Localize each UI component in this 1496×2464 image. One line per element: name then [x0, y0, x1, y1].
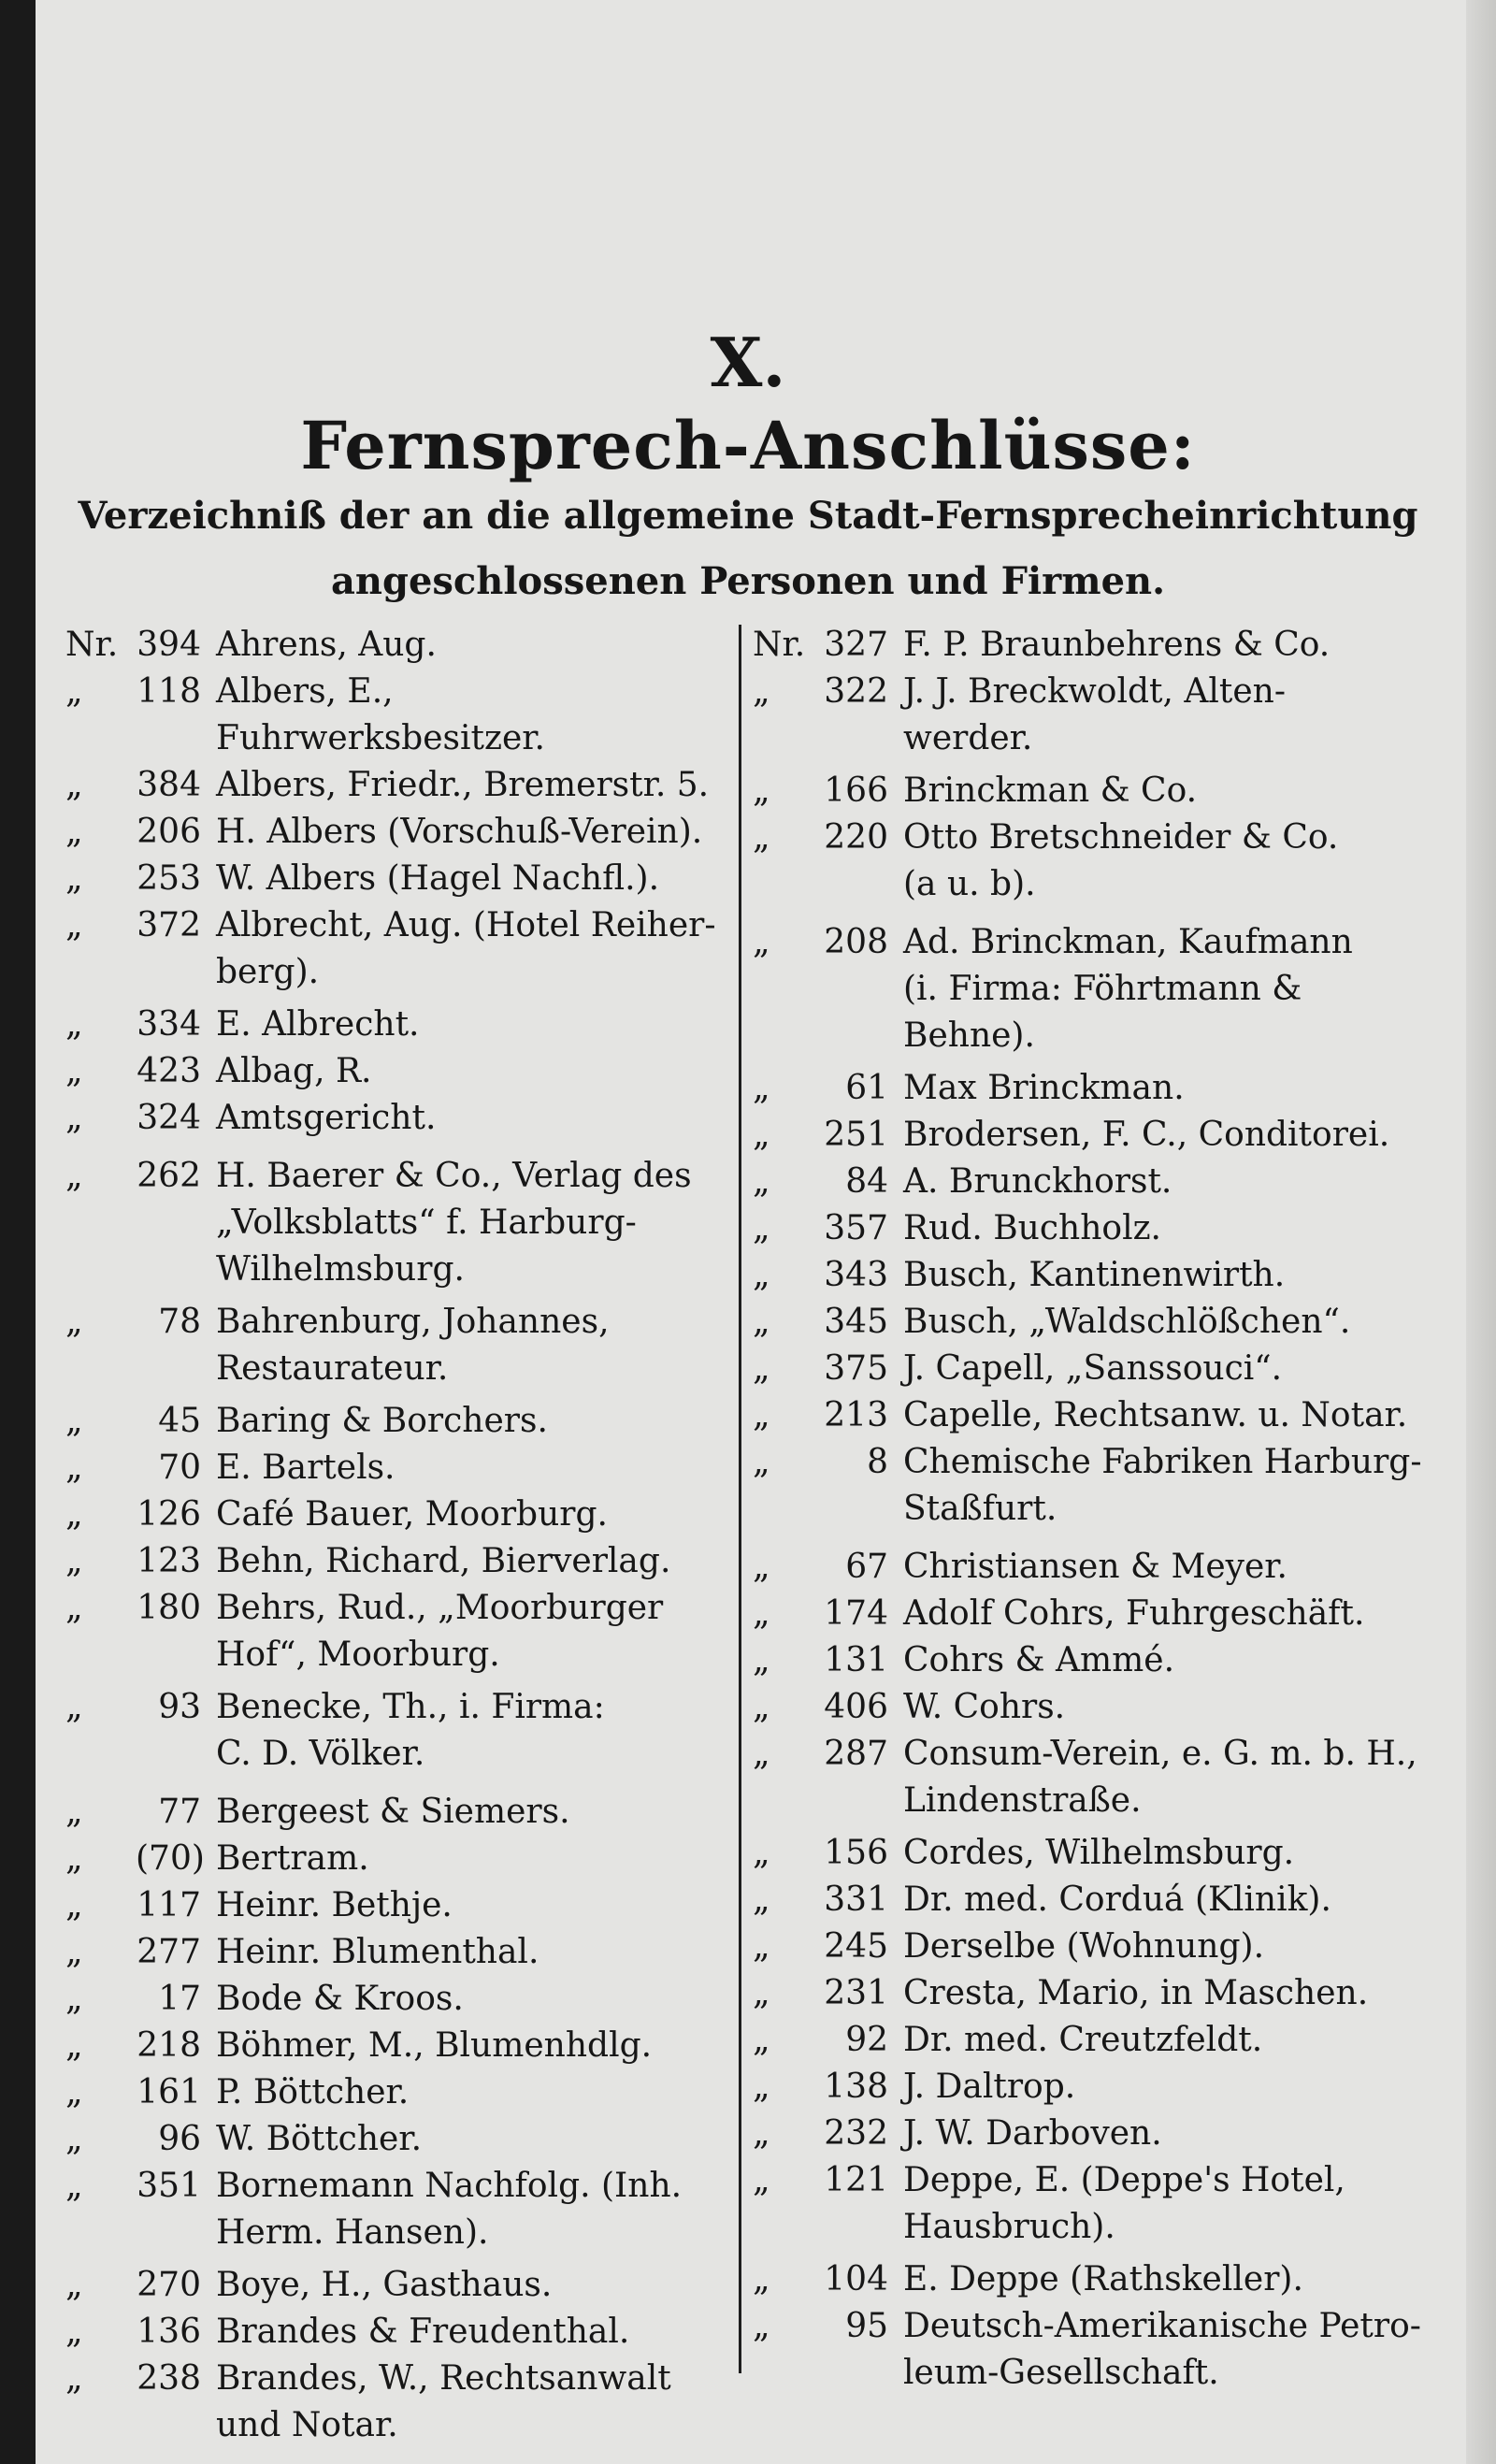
list-item — [65, 1491, 720, 1538]
subscriber-name: Capelle, Rechtsanw. u. Notar. — [903, 1396, 1408, 1434]
entry-prefix: „ — [65, 1793, 83, 1831]
list-item — [753, 1439, 1445, 1486]
list-item — [65, 2262, 720, 2309]
phone-number: 213 — [824, 1396, 888, 1434]
entry-prefix: „ — [65, 859, 83, 898]
subscriber-name: Dr. med. Corduá (Klinik). — [903, 1880, 1331, 1919]
entry-prefix: „ — [65, 1542, 83, 1580]
phone-number: 95 — [845, 2307, 888, 2345]
entry-continuation: C. D. Völker. — [216, 1735, 425, 1773]
list-item — [753, 1830, 1445, 1877]
entry-prefix: „ — [753, 1974, 770, 2012]
entry-continuation: Herm. Hansen). — [216, 2213, 489, 2252]
phone-number: 136 — [137, 2313, 201, 2351]
subscriber-name: Bahrenburg, Johannes, — [216, 1303, 610, 1341]
column-divider — [739, 625, 741, 2373]
subscriber-name: H. Baerer & Co., Verlag des — [216, 1157, 692, 1195]
phone-number: 67 — [845, 1548, 888, 1586]
left-column — [65, 622, 720, 2449]
phone-number: 351 — [137, 2167, 201, 2205]
entry-prefix: „ — [65, 2073, 83, 2111]
entry-continuation: berg). — [216, 953, 320, 991]
subscriber-name: J. Daltrop. — [903, 2068, 1076, 2106]
subscriber-name: Dr. med. Creutzfeldt. — [903, 2021, 1263, 2059]
subscriber-name: Brinckman & Co. — [903, 771, 1198, 810]
right-column — [753, 622, 1445, 2397]
entry-continuation: Restaurateur. — [216, 1349, 449, 1388]
subtitle-line-1: Verzeichniß der an die allgemeine Stadt-Fernsprecheinrichtung — [78, 494, 1418, 538]
subscriber-name: Bornemann Nachfolg. (Inh. — [216, 2167, 683, 2205]
entry-prefix: „ — [753, 1116, 770, 1154]
entry-prefix: „ — [753, 2068, 770, 2106]
subscriber-name: Albers, E., Fuhrwerksbesitzer. — [216, 672, 545, 757]
subscriber-name: Bode & Kroos. — [216, 1980, 464, 2018]
subscriber-name: Boye, H., Gasthaus. — [216, 2266, 553, 2304]
list-item — [753, 1392, 1445, 1439]
phone-number: 287 — [824, 1735, 888, 1773]
entry-prefix: „ — [753, 2161, 770, 2199]
phone-number: 61 — [845, 1069, 888, 1107]
list-item — [753, 2303, 1445, 2350]
entry-continuation: Wilhelmsburg. — [216, 1250, 465, 1289]
list-item — [753, 1112, 1445, 1159]
subscriber-name: Busch, Kantinenwirth. — [903, 1256, 1286, 1294]
subscriber-name: Max Brinckman. — [903, 1069, 1185, 1107]
subscriber-name: A. Brunckhorst. — [903, 1162, 1172, 1201]
entry-prefix: „ — [753, 1641, 770, 1679]
entry-prefix: „ — [65, 1980, 83, 2018]
subscriber-name: Böhmer, M., Blumenhdlg. — [216, 2026, 653, 2065]
list-item — [753, 1299, 1445, 1346]
phone-number: 238 — [137, 2359, 201, 2398]
list-item — [753, 1924, 1445, 1970]
subscriber-name: Albrecht, Aug. (Hotel Reiher- — [216, 906, 716, 944]
subscriber-name: Otto Bretschneider & Co. — [903, 818, 1339, 857]
entry-prefix: „ — [753, 1396, 770, 1434]
entry-prefix: „ — [65, 1005, 83, 1044]
entry-prefix: „ — [65, 1099, 83, 1137]
phone-number: 45 — [158, 1402, 201, 1440]
list-item — [65, 1585, 720, 1632]
entry-prefix: „ — [65, 1448, 83, 1487]
entry-prefix: „ — [753, 2114, 770, 2153]
subscriber-name: Brandes & Freudenthal. — [216, 2313, 630, 2351]
subscriber-name: J. J. Breckwoldt, Alten- — [903, 672, 1287, 711]
list-item — [753, 919, 1445, 966]
subscriber-name: J. Capell, „Sanssouci“. — [903, 1349, 1283, 1388]
phone-number: 84 — [845, 1162, 888, 1201]
subscriber-name: Christiansen & Meyer. — [903, 1548, 1287, 1586]
entry-prefix: „ — [753, 1880, 770, 1919]
list-item — [65, 2116, 720, 2163]
list-item — [753, 2256, 1445, 2303]
list-item — [753, 1684, 1445, 1731]
subscriber-name: Bertram. — [216, 1839, 369, 1878]
phone-number: 343 — [824, 1256, 888, 1294]
entry-continuation: Hausbruch). — [903, 2208, 1115, 2246]
entry-prefix: „ — [65, 672, 83, 711]
list-item — [65, 1299, 720, 1346]
list-item — [65, 622, 720, 669]
entry-prefix: Nr. — [753, 626, 806, 664]
phone-number: 251 — [824, 1116, 888, 1154]
entry-prefix: „ — [753, 923, 770, 961]
phone-number: 334 — [137, 1005, 201, 1044]
phone-number: 270 — [137, 2266, 201, 2304]
list-item — [65, 1976, 720, 2023]
entry-continuation: Lindenstraße. — [903, 1781, 1142, 1820]
list-item — [753, 1159, 1445, 1205]
entry-prefix: „ — [753, 771, 770, 810]
entry-prefix: „ — [65, 1052, 83, 1090]
subscriber-name: Rud. Buchholz. — [903, 1209, 1161, 1247]
subscriber-name: Brodersen, F. C., Conditorei. — [903, 1116, 1390, 1154]
list-item — [753, 1731, 1445, 1778]
phone-number: 8 — [867, 1443, 888, 1481]
phone-number: 166 — [824, 771, 888, 810]
entry-prefix: „ — [65, 766, 83, 804]
entry-prefix: „ — [753, 1349, 770, 1388]
subscriber-name: W. Böttcher. — [216, 2120, 423, 2158]
subscriber-name: F. P. Braunbehrens & Co. — [903, 626, 1331, 664]
entry-prefix: „ — [65, 1402, 83, 1440]
list-item — [65, 902, 720, 949]
phone-number: 126 — [137, 1495, 201, 1534]
phone-number: 423 — [137, 1052, 201, 1090]
phone-number: 121 — [824, 2161, 888, 2199]
subscriber-name: Cordes, Wilhelmsburg. — [903, 1834, 1295, 1872]
subscriber-name: Brandes, W., Rechtsanwalt — [216, 2359, 671, 2398]
list-item — [65, 1684, 720, 1731]
entry-prefix: „ — [65, 1495, 83, 1534]
list-item — [65, 809, 720, 856]
entry-prefix: „ — [65, 1933, 83, 1971]
entry-continuation: Hof“, Moorburg. — [216, 1635, 500, 1674]
list-item — [65, 1398, 720, 1445]
phone-number: 131 — [824, 1641, 888, 1679]
subscriber-name: Derselbe (Wohnung). — [903, 1927, 1265, 1966]
entry-prefix: „ — [753, 2307, 770, 2345]
entry-continuation: (i. Firma: Föhrtmann & — [903, 970, 1302, 1008]
list-item — [753, 622, 1445, 669]
subscriber-name: Heinr. Blumenthal. — [216, 1933, 539, 1971]
list-item — [753, 2157, 1445, 2204]
phone-number: 206 — [137, 813, 201, 851]
entry-continuation: und Notar. — [216, 2406, 398, 2444]
phone-number: 375 — [824, 1349, 888, 1388]
subscriber-name: Busch, „Waldschlößchen“. — [903, 1303, 1351, 1341]
entry-continuation: werder. — [903, 719, 1033, 757]
section-numeral: X. — [710, 323, 786, 402]
subscriber-name: E. Albrecht. — [216, 1005, 420, 1044]
entry-prefix: „ — [753, 1927, 770, 1966]
list-item — [753, 1544, 1445, 1591]
list-item — [65, 1048, 720, 1095]
phone-number: 156 — [824, 1834, 888, 1872]
phone-number: 117 — [137, 1886, 201, 1924]
phone-number: 104 — [824, 2260, 888, 2298]
list-item — [753, 1252, 1445, 1299]
entry-continuation: leum-Gesellschaft. — [903, 2354, 1219, 2392]
subscriber-name: W. Albers (Hagel Nachfl.). — [216, 859, 660, 898]
list-item — [753, 2017, 1445, 2064]
phone-number: 231 — [824, 1974, 888, 2012]
entry-prefix: „ — [753, 1548, 770, 1586]
list-item — [65, 2023, 720, 2069]
entry-prefix: „ — [753, 1162, 770, 1201]
phone-number: 208 — [824, 923, 888, 961]
list-item — [65, 1001, 720, 1048]
phone-number: 331 — [824, 1880, 888, 1919]
subscriber-name: Behn, Richard, Bierverlag. — [216, 1542, 671, 1580]
entry-prefix: „ — [65, 813, 83, 851]
entry-prefix: „ — [753, 1834, 770, 1872]
subscriber-name: Baring & Borchers. — [216, 1402, 548, 1440]
entry-prefix: „ — [753, 672, 770, 711]
entry-prefix: „ — [753, 1303, 770, 1341]
subscriber-name: J. W. Darboven. — [903, 2114, 1162, 2153]
subtitle-line-2: angeschlossenen Personen und Firmen. — [330, 559, 1166, 603]
list-item — [753, 1591, 1445, 1637]
phone-number: 174 — [824, 1594, 888, 1633]
subscriber-name: Consum-Verein, e. G. m. b. H., — [903, 1735, 1417, 1773]
list-item — [753, 814, 1445, 861]
phone-number: 357 — [824, 1209, 888, 1247]
subscriber-name: Ahrens, Aug. — [216, 626, 437, 664]
subscriber-name: Chemische Fabriken Harburg- — [903, 1443, 1422, 1481]
list-item — [753, 768, 1445, 814]
list-item — [65, 1095, 720, 1142]
phone-number: 406 — [824, 1688, 888, 1726]
entry-prefix: „ — [65, 2266, 83, 2304]
entry-continuation: Behne). — [903, 1016, 1035, 1055]
subscriber-name: H. Albers (Vorschuß-Verein). — [216, 813, 703, 851]
phone-number: 96 — [158, 2120, 201, 2158]
subscriber-name: E. Bartels. — [216, 1448, 396, 1487]
subscriber-name: Adolf Cohrs, Fuhrgeschäft. — [903, 1594, 1365, 1633]
subscriber-name: Albers, Friedr., Bremerstr. 5. — [216, 766, 710, 804]
phone-number: 327 — [824, 626, 888, 664]
list-item — [753, 1637, 1445, 1684]
list-item — [65, 2356, 720, 2402]
phone-number: 253 — [137, 859, 201, 898]
phone-number: 220 — [824, 818, 888, 857]
phone-number: 262 — [137, 1157, 201, 1195]
phone-number: 118 — [137, 672, 201, 711]
list-item — [65, 1153, 720, 1200]
entry-prefix: „ — [65, 906, 83, 944]
list-item — [65, 669, 720, 762]
list-item — [65, 1789, 720, 1836]
list-item — [65, 856, 720, 902]
entry-prefix: „ — [753, 1069, 770, 1107]
entry-prefix: „ — [65, 1839, 83, 1878]
phone-number: 394 — [137, 626, 201, 664]
list-item — [65, 2163, 720, 2210]
subscriber-name: Cresta, Mario, in Maschen. — [903, 1974, 1369, 2012]
list-item — [65, 1836, 720, 1882]
list-item — [753, 1346, 1445, 1392]
subscriber-name: Deutsch-Amerikanische Petro- — [903, 2307, 1421, 2345]
entry-prefix: „ — [753, 2021, 770, 2059]
phone-number: 322 — [824, 672, 888, 711]
subscriber-name: Ad. Brinckman, Kaufmann — [903, 923, 1353, 961]
entry-continuation: „Volksblatts“ f. Harburg- — [216, 1203, 637, 1242]
subscriber-name: Benecke, Th., i. Firma: — [216, 1688, 605, 1726]
entry-prefix: „ — [753, 818, 770, 857]
phone-number: 345 — [824, 1303, 888, 1341]
page-title: Fernsprech-Anschlüsse: — [300, 407, 1196, 484]
list-item — [753, 1877, 1445, 1924]
entry-prefix: „ — [753, 2260, 770, 2298]
list-item — [753, 1205, 1445, 1252]
list-item — [65, 2069, 720, 2116]
entry-prefix: „ — [753, 1209, 770, 1247]
list-item — [65, 1882, 720, 1929]
entry-prefix: Nr. — [65, 626, 119, 664]
list-item — [753, 2111, 1445, 2157]
phone-number: 232 — [824, 2114, 888, 2153]
subscriber-name: Deppe, E. (Deppe's Hotel, — [903, 2161, 1345, 2199]
subscriber-name: W. Cohrs. — [903, 1688, 1066, 1726]
entry-prefix: „ — [753, 1443, 770, 1481]
phone-number: 277 — [137, 1933, 201, 1971]
phone-number: 92 — [845, 2021, 888, 2059]
entry-prefix: „ — [65, 2313, 83, 2351]
subscriber-name: E. Deppe (Rathskeller). — [903, 2260, 1303, 2298]
phone-number: 70 — [158, 1448, 201, 1487]
phone-number: 324 — [137, 1099, 201, 1137]
list-item — [753, 669, 1445, 715]
entry-prefix: „ — [65, 1589, 83, 1627]
entry-prefix: „ — [65, 2120, 83, 2158]
entry-prefix: „ — [753, 1594, 770, 1633]
entry-continuation: (a u. b). — [903, 865, 1036, 903]
entry-prefix: „ — [65, 1886, 83, 1924]
phone-number: 161 — [137, 2073, 201, 2111]
list-item — [65, 762, 720, 809]
entry-prefix: „ — [65, 1303, 83, 1341]
phone-number: 93 — [158, 1688, 201, 1726]
entry-prefix: „ — [65, 2167, 83, 2205]
subscriber-name: Café Bauer, Moorburg. — [216, 1495, 608, 1534]
list-item — [65, 1445, 720, 1491]
entry-prefix: „ — [753, 1735, 770, 1773]
phone-number: 77 — [158, 1793, 201, 1831]
entry-prefix: „ — [753, 1256, 770, 1294]
phone-number: 384 — [137, 766, 201, 804]
subscriber-name: Amtsgericht. — [216, 1099, 437, 1137]
entry-prefix: „ — [65, 1157, 83, 1195]
subscriber-name: Heinr. Bethje. — [216, 1886, 453, 1924]
phone-number: 17 — [158, 1980, 201, 2018]
subscriber-name: Albag, R. — [216, 1052, 372, 1090]
list-item — [753, 2064, 1445, 2111]
list-item — [65, 1929, 720, 1976]
phone-number: 180 — [137, 1589, 201, 1627]
list-item — [753, 1970, 1445, 2017]
phone-number: 138 — [824, 2068, 888, 2106]
phone-number: 78 — [158, 1303, 201, 1341]
phone-number: 245 — [824, 1927, 888, 1966]
entry-prefix: „ — [65, 2026, 83, 2065]
subscriber-name: Bergeest & Siemers. — [216, 1793, 570, 1831]
list-item — [65, 1538, 720, 1585]
list-item — [753, 1065, 1445, 1112]
entry-continuation: Staßfurt. — [903, 1490, 1057, 1528]
entry-prefix: „ — [65, 1688, 83, 1726]
phone-number: 123 — [137, 1542, 201, 1580]
phone-number: (70) — [136, 1839, 205, 1878]
entry-prefix: „ — [65, 2359, 83, 2398]
entry-prefix: „ — [753, 1688, 770, 1726]
subscriber-name: Behrs, Rud., „Moorburger — [216, 1589, 664, 1627]
phone-number: 218 — [137, 2026, 201, 2065]
subscriber-name: Cohrs & Ammé. — [903, 1641, 1175, 1679]
list-item — [65, 2309, 720, 2356]
subscriber-name: P. Böttcher. — [216, 2073, 410, 2111]
phone-number: 372 — [137, 906, 201, 944]
